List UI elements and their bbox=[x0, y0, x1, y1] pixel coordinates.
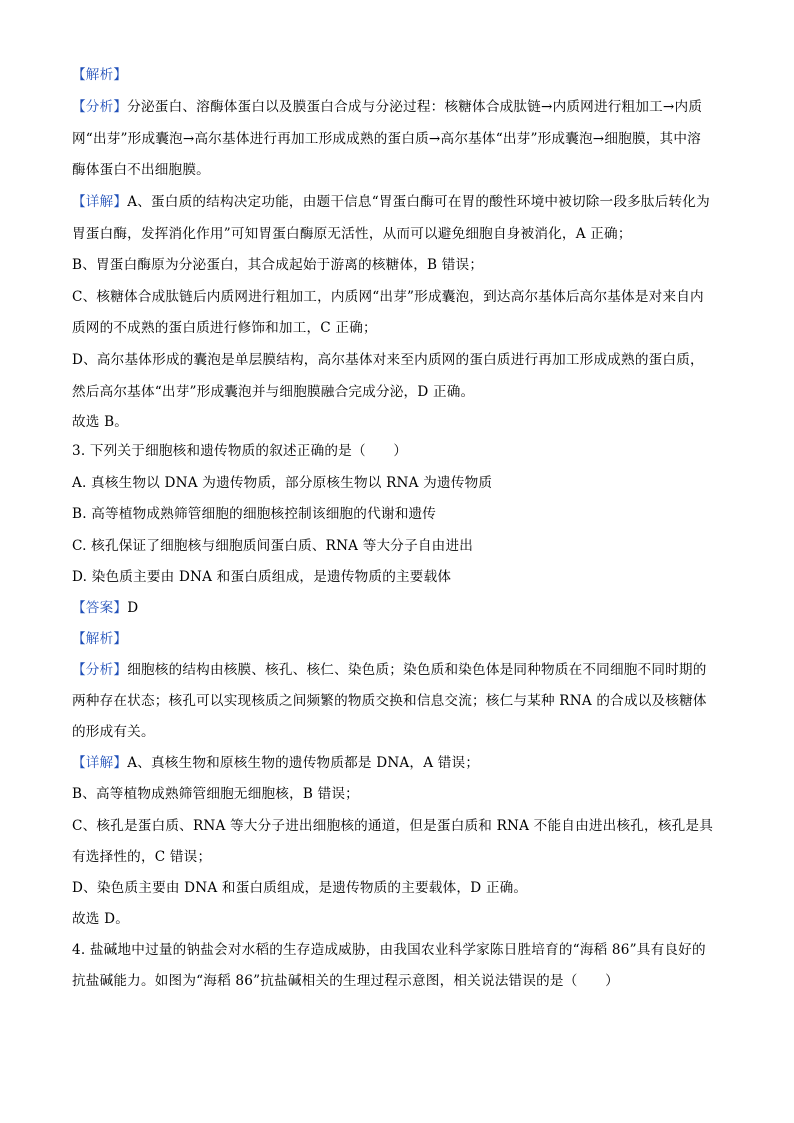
question-stem bbox=[72, 972, 732, 990]
line-text: 3. 下列关于细胞核和遗传物质的叙述正确的是（ ） bbox=[72, 443, 408, 459]
line-text: B. 高等植物成熟筛管细胞的细胞核控制该细胞的代谢和遗传 bbox=[72, 506, 437, 522]
line-text: B、胃蛋白酶原为分泌蛋白，其合成起始于游离的核糖体，B 错误； bbox=[72, 257, 484, 273]
line-text: 分泌蛋白、溶酶体蛋白以及膜蛋白合成与分泌过程：核糖体合成肽链→内质网进行粗加工→内质 bbox=[127, 99, 703, 115]
explanation-line bbox=[72, 817, 732, 835]
line-text: 故选 B。 bbox=[72, 414, 129, 430]
line-text: 质网的不成熟的蛋白质进行修饰和加工，C 正确； bbox=[72, 320, 377, 336]
line-text: 有选择性的，C 错误； bbox=[72, 849, 212, 865]
analysis-line bbox=[72, 161, 732, 179]
tag-label: 【分析】 bbox=[72, 99, 128, 115]
line-text: A、蛋白质的结构决定功能，由题干信息“胃蛋白酶可在胃的酸性环境中被切除一段多肽后转化为 bbox=[127, 194, 710, 210]
line-text: 胃蛋白酶，发挥消化作用”可知胃蛋白酶原无活性，从而可以避免细胞自身被消化，A 正确； bbox=[72, 226, 632, 242]
line-text: B、高等植物成熟筛管细胞无细胞核，B 错误； bbox=[72, 786, 359, 802]
tag-label: 【答案】 bbox=[72, 600, 128, 616]
question-stem bbox=[72, 941, 732, 959]
tag-label: 【详解】 bbox=[72, 194, 128, 210]
tag-label: 【解析】 bbox=[72, 67, 128, 83]
line-text: 酶体蛋白不出细胞膜。 bbox=[72, 162, 210, 178]
line-text: D bbox=[127, 600, 139, 616]
line-text: C. 核孔保证了细胞核与细胞质间蛋白质、RNA 等大分子自由进出 bbox=[72, 538, 474, 554]
explanation-line bbox=[72, 785, 732, 803]
explanation-line bbox=[72, 256, 732, 274]
section-analysis-heading bbox=[72, 630, 732, 648]
conclusion-line bbox=[72, 413, 732, 431]
explanation-line bbox=[72, 288, 732, 306]
analysis-line bbox=[72, 692, 732, 710]
analysis-line bbox=[72, 130, 732, 148]
line-text: C、核糖体合成肽链后内质网进行粗加工，内质网“出芽”形成囊泡，到达高尔基体后高尔基体是对来自内 bbox=[72, 289, 704, 305]
explanation-line bbox=[72, 225, 732, 243]
analysis-line bbox=[72, 723, 732, 741]
line-text: 然后高尔基体“出芽”形成囊泡并与细胞膜融合完成分泌，D 正确。 bbox=[72, 384, 475, 400]
explanation-line bbox=[72, 319, 732, 337]
line-text: 4. 盐碱地中过量的钠盐会对水稻的生存造成威胁，由我国农业科学家陈日胜培育的“海稻 86”具有良好的 bbox=[72, 942, 706, 958]
explanation-line bbox=[72, 383, 732, 401]
line-text: D、高尔基体形成的囊泡是单层膜结构，高尔基体对来至内质网的蛋白质进行再加工形成成熟的蛋白质， bbox=[72, 352, 704, 368]
option-d bbox=[72, 568, 732, 586]
section-analysis-heading bbox=[72, 66, 732, 84]
explanation-line bbox=[72, 848, 732, 866]
line-text: A. 真核生物以 DNA 为遗传物质，部分原核生物以 RNA 为遗传物质 bbox=[72, 475, 493, 491]
tag-label: 【详解】 bbox=[72, 755, 128, 771]
line-text: A、真核生物和原核生物的遗传物质都是 DNA，A 错误； bbox=[127, 755, 480, 771]
explanation-line bbox=[72, 754, 732, 772]
line-text: 网“出芽”形成囊泡→高尔基体进行再加工形成成熟的蛋白质→高尔基体“出芽”形成囊泡→细胞膜，其中溶 bbox=[72, 131, 701, 147]
line-text: 抗盐碱能力。如图为“海稻 86”抗盐碱相关的生理过程示意图，相关说法错误的是（ ） bbox=[72, 973, 619, 989]
analysis-line bbox=[72, 98, 732, 116]
line-text: 故选 D。 bbox=[72, 911, 130, 927]
explanation-line bbox=[72, 351, 732, 369]
question-stem bbox=[72, 442, 732, 460]
option-b bbox=[72, 505, 732, 523]
line-text: D. 染色质主要由 DNA 和蛋白质组成，是遗传物质的主要载体 bbox=[72, 569, 452, 585]
explanation-line bbox=[72, 193, 732, 211]
answer-line bbox=[72, 599, 732, 617]
line-text: 细胞核的结构由核膜、核孔、核仁、染色质；染色质和染色体是同种物质在不同细胞不同时期的 bbox=[127, 662, 707, 678]
line-text: 的形成有关。 bbox=[72, 724, 155, 740]
tag-label: 【分析】 bbox=[72, 662, 128, 678]
line-text: 两种存在状态；核孔可以实现核质之间频繁的物质交换和信息交流；核仁与某种 RNA 的合成以及核糖体 bbox=[72, 693, 707, 709]
line-text: C、核孔是蛋白质、RNA 等大分子进出细胞核的通道，但是蛋白质和 RNA 不能自由进出核孔，核孔是具 bbox=[72, 818, 714, 834]
line-text: D、染色质主要由 DNA 和蛋白质组成，是遗传物质的主要载体，D 正确。 bbox=[72, 880, 528, 896]
tag-label: 【解析】 bbox=[72, 631, 128, 647]
option-a bbox=[72, 474, 732, 492]
option-c bbox=[72, 537, 732, 555]
conclusion-line bbox=[72, 910, 732, 928]
analysis-line bbox=[72, 661, 732, 679]
explanation-line bbox=[72, 879, 732, 897]
